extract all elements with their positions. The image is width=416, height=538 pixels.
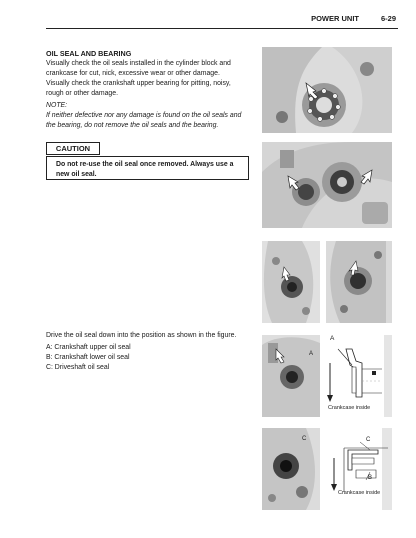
body-line: Visually check the oil seals installed in the cylinder block and (46, 60, 231, 67)
legend-item-a: A: Crankshaft upper oil seal (46, 344, 131, 351)
upper-seal-diagram (326, 335, 392, 417)
note-line: the bearing, do not remove the oil seals and the bearing. (46, 122, 219, 129)
diagram-caption: Crankcase inside (338, 490, 381, 496)
header-rule (46, 28, 398, 29)
upper-seal-photo (262, 335, 320, 417)
crankcase-bearing-photo (262, 47, 392, 133)
page-number: 6-29 (380, 14, 396, 23)
section-title: POWER UNIT (311, 14, 359, 23)
diagram-label-b: B (368, 475, 373, 481)
caution-line: new oil seal. (56, 171, 97, 178)
lower-seal-photo (262, 428, 320, 510)
body-line: rough or other damage. (46, 90, 119, 97)
legend-item-b: B: Crankshaft lower oil seal (46, 354, 130, 361)
oil-seal-left-photo (262, 241, 320, 323)
caution-label: CAUTION (46, 142, 100, 155)
diagram-label-a: A (330, 335, 335, 342)
diagram-caption: Crankcase inside (328, 405, 371, 411)
body-line: crankcase for cut, nick, excessive wear or other damage. (46, 70, 220, 77)
caution-box (46, 156, 249, 180)
legend-item-c: C: Driveshaft oil seal (46, 364, 110, 371)
caution-line: Do not re-use the oil seal once removed. Always use a (56, 161, 234, 168)
oil-seal-right-photo (326, 241, 392, 323)
note-label: NOTE: (46, 102, 68, 109)
lower-seal-diagram (326, 428, 392, 510)
body-line: Visually check the crankshaft upper bearing for pitting, noisy, (46, 80, 231, 87)
note-line: If neither defective nor any damage is found on the oil seals and (46, 112, 242, 119)
section-heading: OIL SEAL AND BEARING (46, 49, 132, 58)
crankcase-detail-photo (262, 142, 392, 228)
drive-instruction: Drive the oil seal down into the position as shown in the figure. (46, 332, 237, 339)
photo-label-c: C (302, 436, 307, 442)
diagram-label-c: C (366, 437, 371, 443)
photo-label-a: A (309, 351, 314, 357)
page-header (0, 14, 416, 26)
